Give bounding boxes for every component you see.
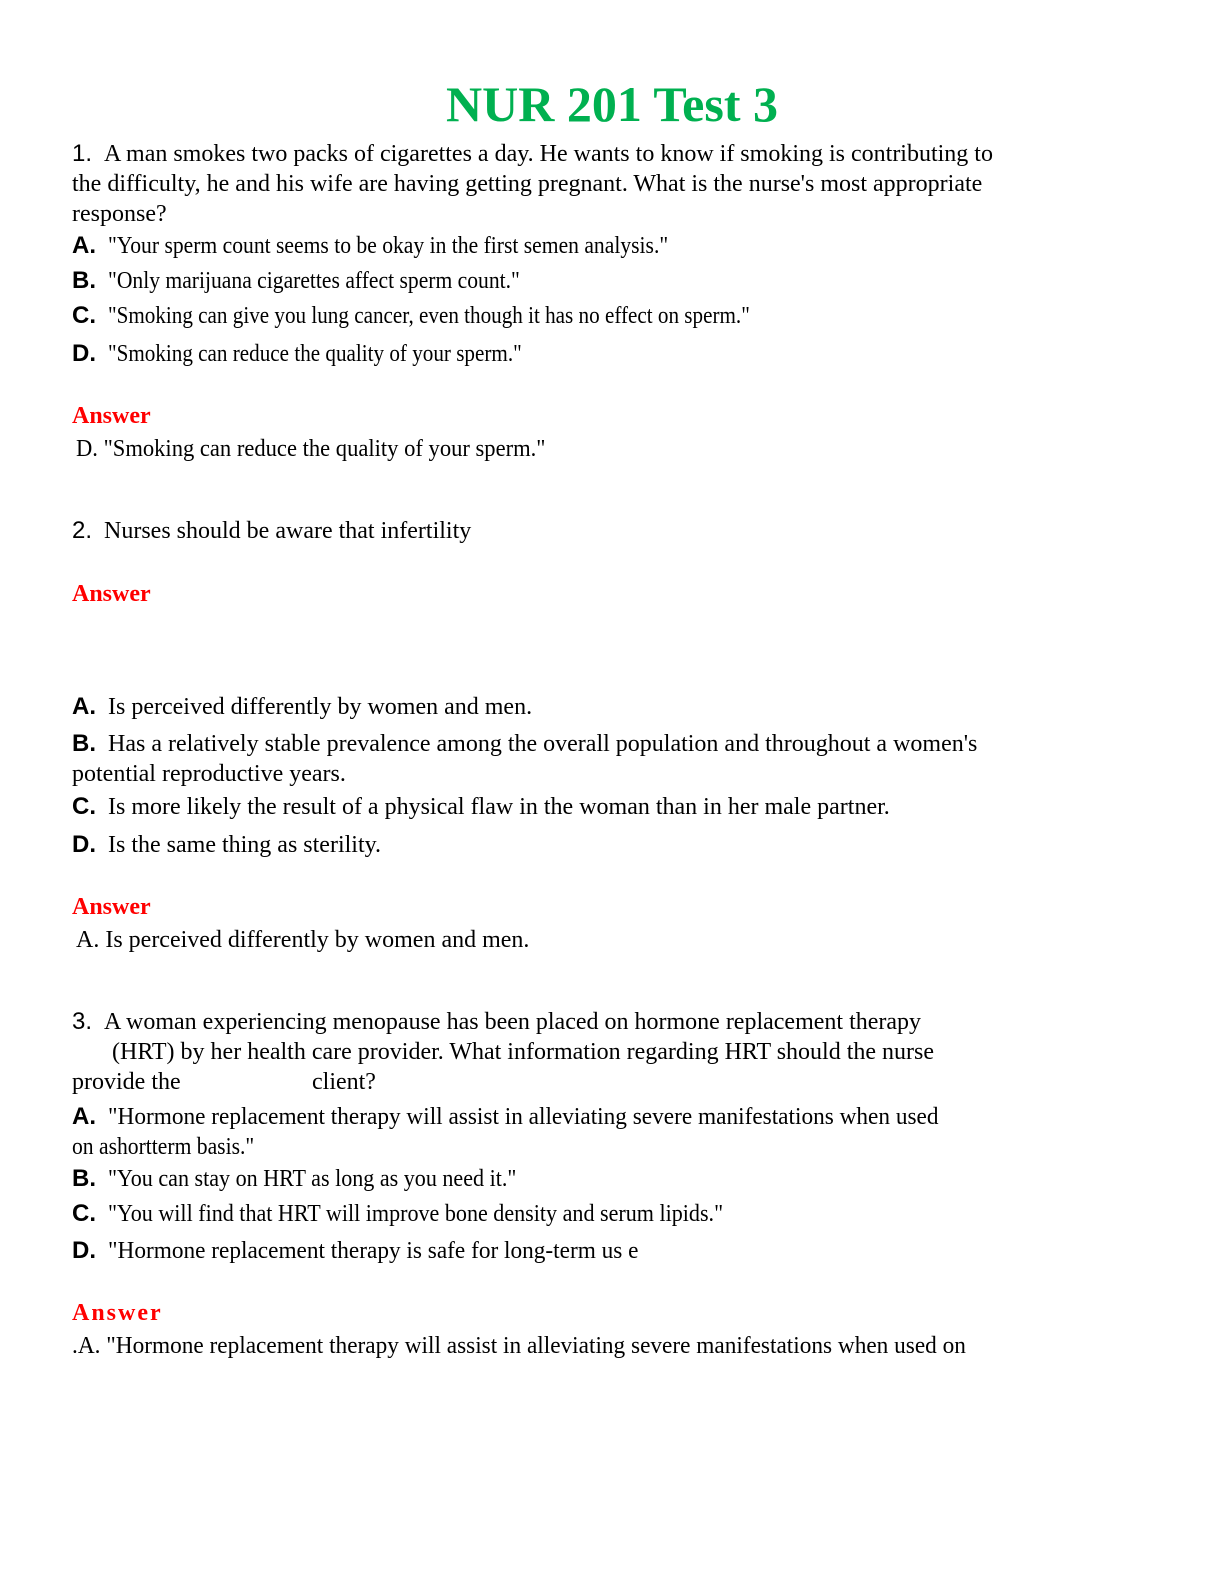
answer-label: Answer <box>72 894 151 920</box>
option-d: D. Is the same thing as sterility. <box>72 831 382 858</box>
option-letter: A. <box>72 1103 96 1130</box>
question-stem-line: (HRT) by her health care provider. What information regarding HRT should the nurse <box>112 1039 934 1065</box>
option-c: C. Is more likely the result of a physical flaw in the woman than in her male partner. <box>72 793 890 820</box>
question-stem-line: response? <box>72 201 167 227</box>
document-title: NUR 201 Test 3 <box>446 76 778 132</box>
option-letter: A. <box>72 693 96 720</box>
option-letter: D. <box>72 1237 96 1264</box>
option-c: C. "Smoking can give you lung cancer, even though it has no effect on sperm." <box>72 302 750 329</box>
option-continuation: potential reproductive years. <box>72 761 346 787</box>
option-letter: B. <box>72 730 96 757</box>
option-c: C. "You will find that HRT will improve bone density and serum lipids." <box>72 1200 724 1227</box>
answer-text: .A. "Hormone replacement therapy will assist in alleviating severe manifestations when used on <box>72 1333 966 1359</box>
question-stem-line: 2. Nurses should be aware that infertility <box>72 517 472 544</box>
option-letter: B. <box>72 1165 96 1192</box>
option-letter: D. <box>72 831 96 858</box>
option-a: A. Is perceived differently by women and men. <box>72 693 533 720</box>
answer-label: Answer <box>72 403 151 429</box>
option-a: A. "Your sperm count seems to be okay in the first semen analysis." <box>72 232 669 259</box>
question-number: 3. <box>72 1008 93 1035</box>
option-letter: D. <box>72 340 96 367</box>
option-b: B. Has a relatively stable prevalence among the overall population and throughout a women's <box>72 730 978 757</box>
question-number: 1. <box>72 140 93 167</box>
option-continuation: on ashortterm basis." <box>72 1134 255 1160</box>
answer-text: A. Is perceived differently by women and men. <box>76 927 530 953</box>
option-letter: B. <box>72 267 96 294</box>
option-b: B. "You can stay on HRT as long as you need it." <box>72 1165 517 1192</box>
answer-label: Answer <box>72 581 151 607</box>
question-stem-line: client? <box>312 1069 376 1095</box>
question-stem-line: 3. A woman experiencing menopause has been placed on hormone replacement therapy <box>72 1008 922 1035</box>
option-letter: C. <box>72 1200 96 1227</box>
answer-label: Answer <box>72 1300 163 1326</box>
option-letter: C. <box>72 302 96 329</box>
option-b: B. "Only marijuana cigarettes affect sperm count." <box>72 267 520 294</box>
option-a: A. "Hormone replacement therapy will assist in alleviating severe manifestations when used <box>72 1103 939 1130</box>
option-d: D. "Hormone replacement therapy is safe for long-term us e <box>72 1237 639 1264</box>
question-number: 2. <box>72 517 93 544</box>
answer-text: D. "Smoking can reduce the quality of your sperm." <box>76 436 546 462</box>
question-stem-line: the difficulty, he and his wife are having getting pregnant. What is the nurse's most appropriate <box>72 171 983 197</box>
option-d: D. "Smoking can reduce the quality of your sperm." <box>72 340 522 367</box>
question-stem-line: 1. A man smokes two packs of cigarettes a day. He wants to know if smoking is contributing to <box>72 140 993 167</box>
question-stem-line: provide the <box>72 1069 181 1095</box>
option-letter: A. <box>72 232 96 259</box>
option-letter: C. <box>72 793 96 820</box>
